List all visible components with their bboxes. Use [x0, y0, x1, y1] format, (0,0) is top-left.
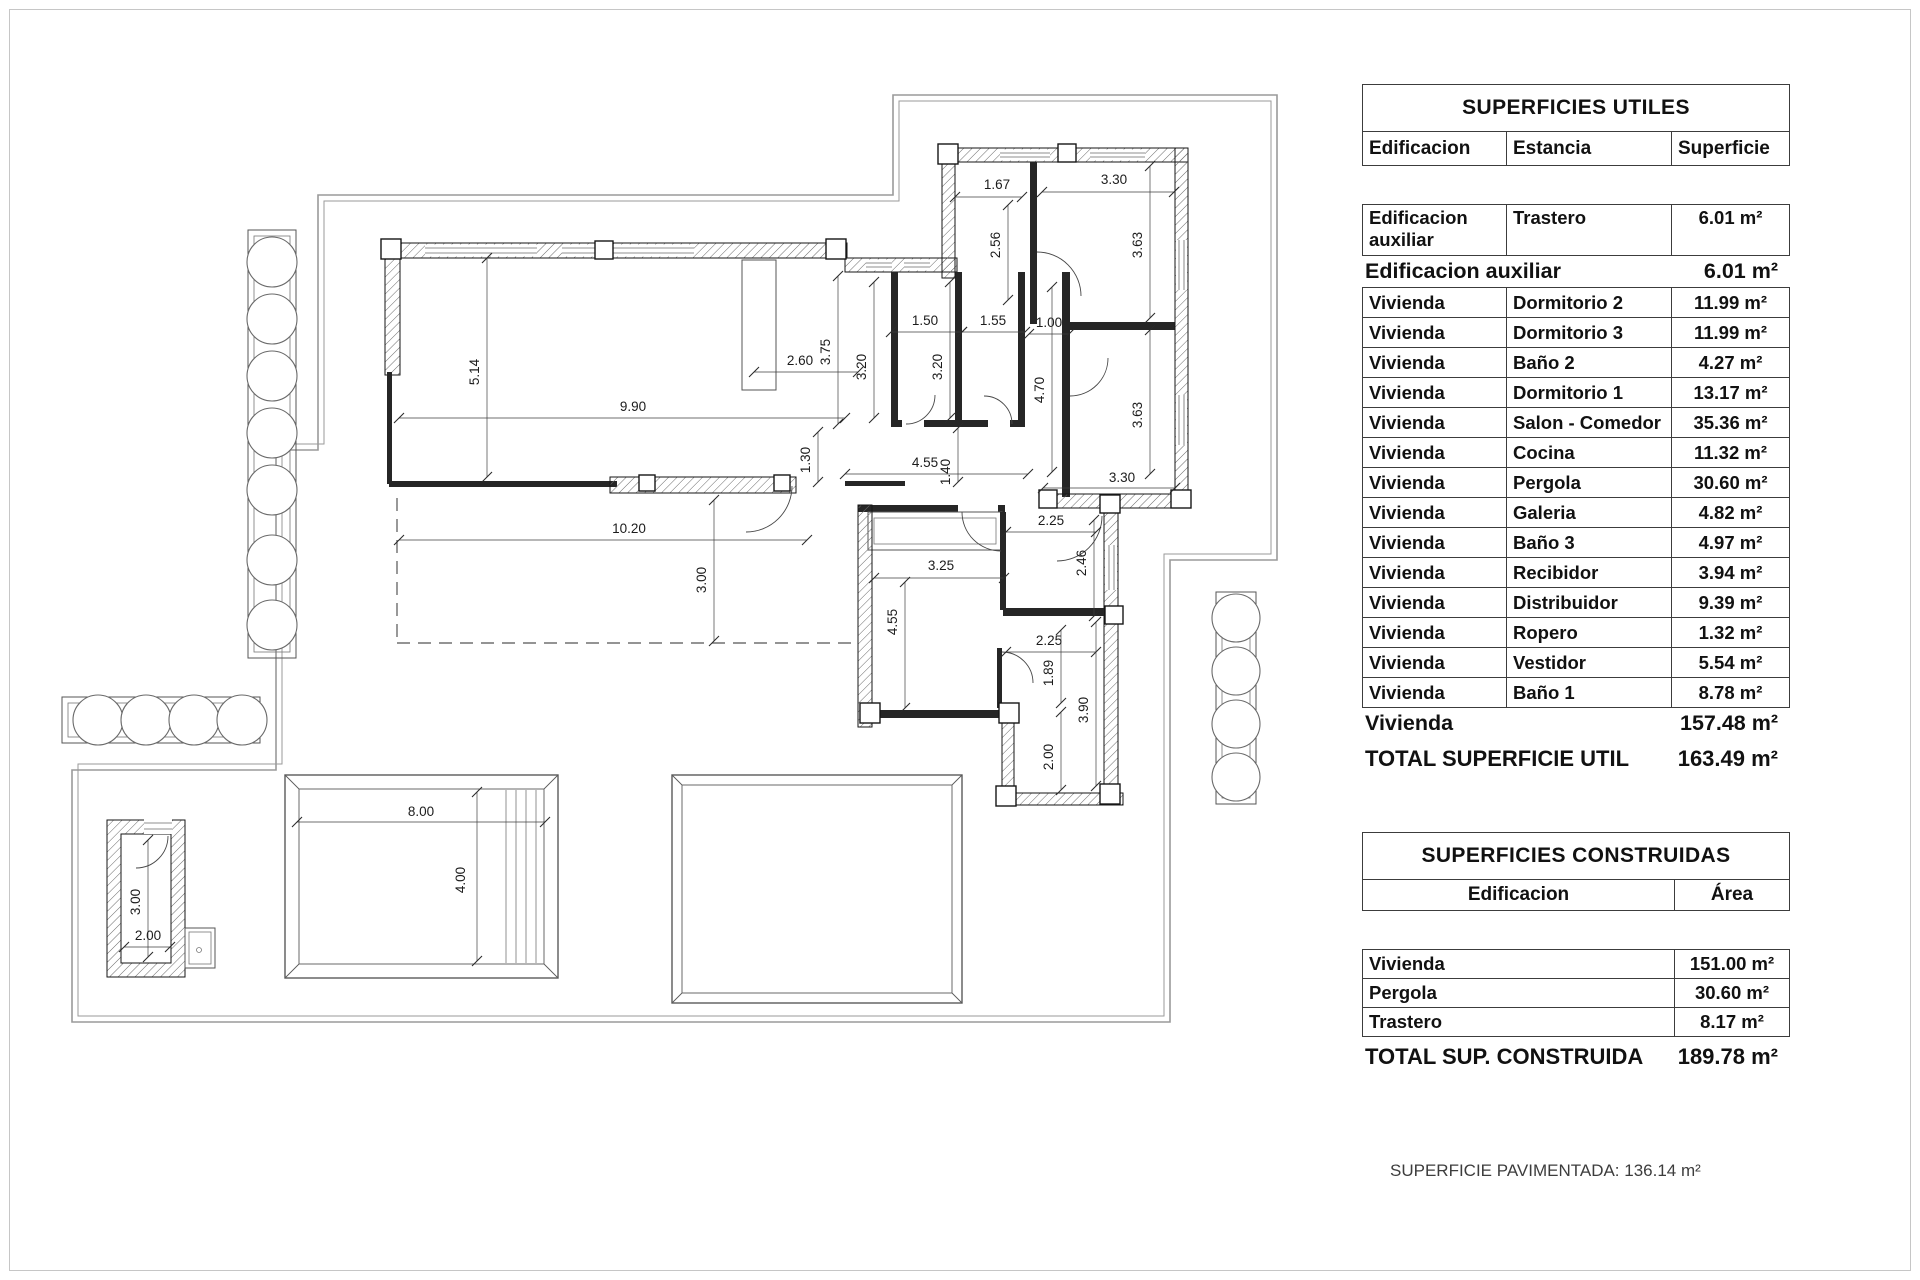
table-cell: Cocina [1507, 438, 1672, 467]
aux-rows [1362, 204, 1790, 256]
dimension-label: 2.56 [988, 231, 1003, 259]
dimension-label: 2.00 [134, 928, 162, 943]
table-cell: Vivienda [1363, 348, 1507, 377]
table-cell: Baño 1 [1507, 678, 1672, 707]
dimension-label: 2.00 [1041, 743, 1056, 771]
dimension-label: 2.46 [1074, 549, 1089, 577]
dimension-label: 1.50 [911, 313, 939, 328]
dimension-label: 3.75 [818, 338, 833, 366]
dimension-label: 8.00 [407, 804, 435, 819]
table-cell: Vivienda [1363, 528, 1507, 557]
table-row [1362, 378, 1790, 408]
superficies-construidas-table [1362, 832, 1790, 1078]
outbuilding-trastero [107, 819, 215, 977]
column-header: Estancia [1507, 132, 1672, 165]
dimension-label: 2.25 [1037, 513, 1065, 528]
table-cell: Vivienda [1363, 648, 1507, 677]
table-cell: Recibidor [1507, 558, 1672, 587]
table-cell: Galeria [1507, 498, 1672, 527]
subtotal-auxiliar [1362, 256, 1790, 287]
table-row [1362, 468, 1790, 498]
area-tables [1362, 84, 1790, 1181]
table-row [1362, 438, 1790, 468]
dimension-label: 4.00 [453, 866, 468, 894]
table-cell: Vivienda [1363, 438, 1507, 467]
table-cell: Vivienda [1363, 288, 1507, 317]
dimension-label: 3.63 [1130, 231, 1145, 259]
table-cell: Baño 2 [1507, 348, 1672, 377]
table-row [1362, 528, 1790, 558]
dimension-label: 3.25 [927, 558, 955, 573]
table-cell: Baño 3 [1507, 528, 1672, 557]
table-cell: 8.17 m² [1700, 1011, 1764, 1032]
dimension-label: 3.00 [128, 888, 143, 916]
table-cell: Vivienda [1363, 498, 1507, 527]
table-row [1362, 618, 1790, 648]
table-cell: 9.39 m² [1698, 592, 1763, 613]
table-cell: Trastero [1363, 1008, 1675, 1036]
subtotal-vivienda [1362, 708, 1790, 739]
table-row [1362, 498, 1790, 528]
table-cell: 5.54 m² [1698, 652, 1763, 673]
paved-area-note: SUPERFICIE PAVIMENTADA: 136.14 m² [1390, 1161, 1701, 1180]
dimension-label: 4.55 [911, 455, 939, 470]
table-cell: Vivienda [1363, 678, 1507, 707]
column-header: Área [1710, 884, 1754, 905]
dimension-label: 1.55 [979, 313, 1007, 328]
table-row [1362, 408, 1790, 438]
table-title: SUPERFICIES UTILES [1362, 84, 1790, 132]
table-cell: Dormitorio 3 [1507, 318, 1672, 347]
dimension-label: 1.40 [938, 458, 953, 486]
table-row [1362, 318, 1790, 348]
dimension-label: 3.30 [1100, 172, 1128, 187]
table-row [1362, 979, 1790, 1008]
subtotal-value: 157.48 m² [1679, 711, 1778, 735]
subtotal-label: Vivienda [1365, 711, 1454, 735]
table-row [1362, 204, 1790, 256]
column-header: Edificacion [1363, 880, 1675, 910]
total-value: 189.78 m² [1677, 1044, 1778, 1069]
table-cell: 1.32 m² [1698, 622, 1763, 643]
table-header-row [1362, 880, 1790, 911]
total-value: 163.49 m² [1677, 746, 1778, 771]
subtotal-label: Edificacion auxiliar [1365, 259, 1561, 283]
table-cell: Dormitorio 1 [1507, 378, 1672, 407]
vivienda-rows [1362, 287, 1790, 708]
column-header: Superficie [1678, 137, 1770, 159]
table-row [1362, 348, 1790, 378]
table-cell: Vestidor [1507, 648, 1672, 677]
subtotal-value: 6.01 m² [1703, 259, 1778, 283]
table-cell: Trastero [1507, 205, 1672, 255]
dimension-label: 4.55 [885, 608, 900, 636]
dimension-label: 3.00 [694, 566, 709, 594]
dimension-label: 1.30 [798, 446, 813, 474]
dimension-label: 3.90 [1076, 696, 1091, 724]
dimension-label: 3.20 [930, 353, 945, 381]
table-cell: Salon - Comedor [1507, 408, 1672, 437]
house-walls [381, 144, 1191, 806]
table-cell: 4.97 m² [1698, 532, 1763, 553]
table-cell: Vivienda [1363, 558, 1507, 587]
table-cell: Pergola [1363, 979, 1675, 1007]
table-cell: Dormitorio 2 [1507, 288, 1672, 317]
table-cell: Vivienda [1363, 950, 1675, 978]
table-cell: 4.82 m² [1698, 502, 1763, 523]
table-cell: 11.99 m² [1693, 322, 1768, 343]
table-cell: Ropero [1507, 618, 1672, 647]
total-sup-construida [1362, 1037, 1790, 1078]
pergola-dashed-outline [397, 498, 858, 643]
table-cell: 4.27 m² [1698, 352, 1763, 373]
table-cell: Vivienda [1363, 618, 1507, 647]
dimension-label: 2.60 [786, 353, 814, 368]
total-superficie-util [1362, 739, 1790, 780]
dimension-label: 5.14 [467, 358, 482, 386]
table-row [1362, 558, 1790, 588]
table-cell: 30.60 m² [1693, 472, 1768, 493]
table-cell: 35.36 m² [1693, 412, 1768, 433]
table-row [1362, 949, 1790, 979]
dimension-label: 3.30 [1108, 470, 1136, 485]
superficies-utiles-table [1362, 84, 1790, 780]
table-header-row [1362, 132, 1790, 166]
dimension-label: 1.67 [983, 177, 1011, 192]
table-cell: Vivienda [1363, 588, 1507, 617]
total-label: TOTAL SUP. CONSTRUIDA [1365, 1044, 1644, 1069]
table-row [1362, 287, 1790, 318]
table-row [1362, 648, 1790, 678]
table-cell: 30.60 m² [1694, 982, 1770, 1003]
dimension-label: 3.20 [854, 353, 869, 381]
table-row [1362, 678, 1790, 708]
table-cell: Pergola [1507, 468, 1672, 497]
dimension-label: 1.00 [1035, 315, 1063, 330]
table-cell: Vivienda [1363, 318, 1507, 347]
dimension-label: 10.20 [612, 521, 646, 536]
dimension-label: 9.90 [619, 399, 647, 414]
dimension-label: 4.70 [1032, 376, 1047, 404]
column-header: Edificacion [1363, 132, 1507, 165]
table-cell: 151.00 m² [1689, 953, 1775, 974]
table-cell: 6.01 m² [1698, 207, 1763, 228]
table-cell: Vivienda [1363, 378, 1507, 407]
table-row [1362, 1008, 1790, 1037]
table-cell: Edificacion auxiliar [1363, 205, 1507, 255]
table-row [1362, 588, 1790, 618]
table-cell: Distribuidor [1507, 588, 1672, 617]
construidas-rows [1362, 949, 1790, 1037]
total-label: TOTAL SUPERFICIE UTIL [1365, 746, 1630, 771]
paved-terrace [672, 775, 962, 1003]
table-cell: 8.78 m² [1698, 682, 1763, 703]
dimension-label: 1.89 [1041, 659, 1056, 687]
table-cell: Vivienda [1363, 468, 1507, 497]
table-cell: 11.99 m² [1693, 292, 1768, 313]
table-cell: 11.32 m² [1693, 442, 1768, 463]
dimension-label: 3.63 [1130, 401, 1145, 429]
dimension-label: 2.25 [1035, 633, 1063, 648]
table-cell: Vivienda [1363, 408, 1507, 437]
table-title: SUPERFICIES CONSTRUIDAS [1362, 832, 1790, 880]
table-cell: 3.94 m² [1698, 562, 1763, 583]
table-cell: 13.17 m² [1693, 382, 1768, 403]
